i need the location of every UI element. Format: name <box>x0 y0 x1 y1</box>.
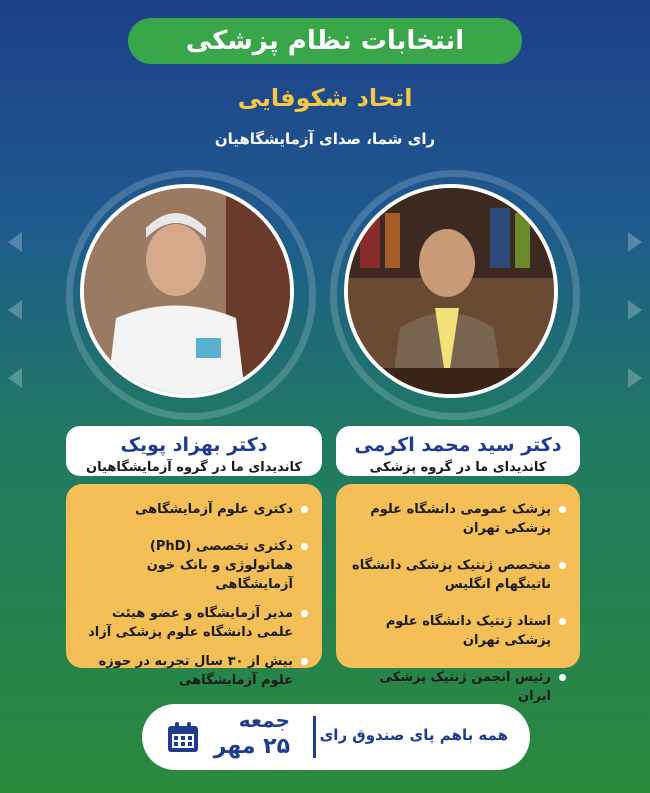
bio-card-pouyak <box>66 484 322 688</box>
calendar-icon <box>166 720 200 754</box>
candidate-role: کاندیدای ما در گروه آزمایشگاهیان <box>86 460 302 475</box>
name-card-akrami <box>336 426 580 476</box>
bio-item: دکتری تخصصی (PhD) هماتولوژی و بانک خون آزمایشگاهی <box>80 537 308 594</box>
bullet-icon <box>559 674 566 681</box>
coalition-name: اتحاد شکوفایی <box>237 84 413 112</box>
event-day: جمعه <box>238 708 290 732</box>
candidate-photo-pouyak <box>80 184 294 398</box>
candidate-name: دکتر سید محمد اکرمی <box>354 434 562 456</box>
bio-card-akrami <box>336 484 580 704</box>
bullet-icon <box>301 506 308 513</box>
name-card-pouyak <box>66 426 322 476</box>
portrait-image <box>344 188 554 398</box>
footer-bar <box>142 704 530 770</box>
footer-slogan: همه باهم پای صندوق رای <box>319 726 508 744</box>
bullet-icon <box>301 658 308 665</box>
bio-item: متخصص ژنتیک پزشکی دانشگاه ناتینگهام انگلیس <box>350 556 566 594</box>
bullet-icon <box>559 506 566 513</box>
bullet-icon <box>559 562 566 569</box>
divider <box>313 716 316 758</box>
page-title: انتخابات نظام پزشکی <box>128 18 522 64</box>
decor-triangle <box>8 368 22 388</box>
candidate-role: کاندیدای ما در گروه پزشکی <box>369 460 547 475</box>
bio-item: استاد ژنتیک دانشگاه علوم پزشکی تهران <box>350 612 566 650</box>
candidate-photo-akrami <box>344 184 558 398</box>
portrait-image <box>80 188 290 398</box>
bio-item: بیش از ۳۰ سال تجربه در حوزه علوم آزمایشگاهی <box>80 652 308 690</box>
candidate-name: دکتر بهزاد پویک <box>120 434 268 456</box>
bullet-icon <box>559 618 566 625</box>
decor-triangle <box>8 232 22 252</box>
bio-item: رئیس انجمن ژنتیک پزشکی ایران <box>350 668 566 706</box>
bullet-icon <box>301 610 308 617</box>
decor-triangle <box>628 232 642 252</box>
bio-item: دکتری علوم آزمایشگاهی <box>80 500 308 519</box>
event-date: ۲۵ مهر <box>213 734 290 759</box>
decor-triangle <box>628 368 642 388</box>
decor-triangle <box>628 300 642 320</box>
bio-item: پزشک عمومی دانشگاه علوم پزشکی تهران <box>350 500 566 538</box>
bio-item: مدیر آزمایشگاه و عضو هیئت علمی دانشگاه علوم پزشکی آزاد <box>80 604 308 642</box>
tagline: رای شما، صدای آزمایشگاهیان <box>214 130 436 148</box>
decor-triangle <box>8 300 22 320</box>
bullet-icon <box>301 543 308 550</box>
